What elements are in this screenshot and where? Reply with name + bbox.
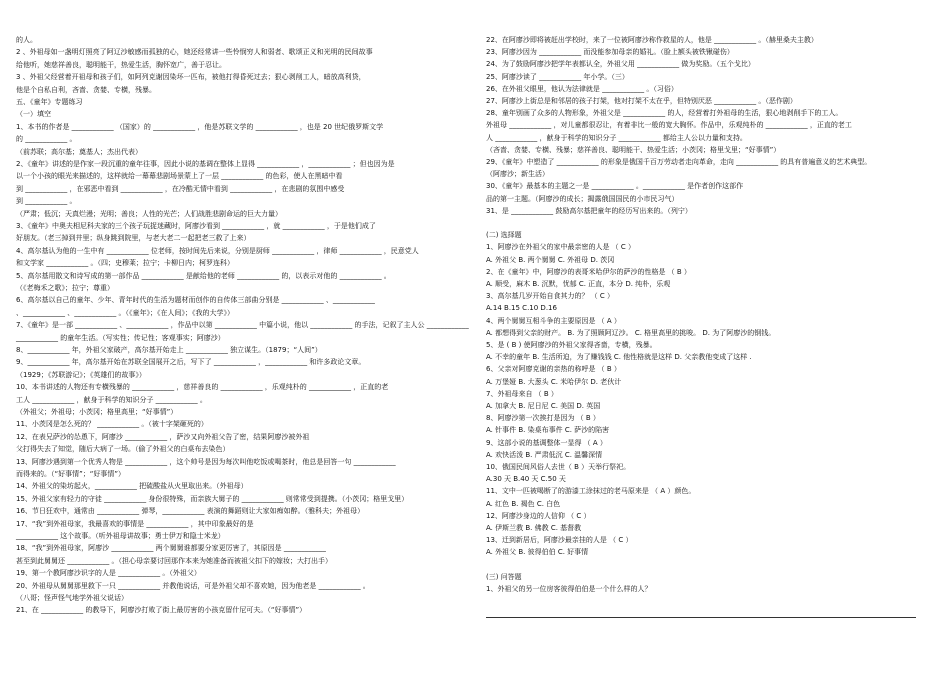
right-line: A. 不幸的童年 B. 生活所迫，为了赚钱钱 C. 他性格就是这样 D. 父亲教他变成了这样 . <box>486 353 752 362</box>
left-line: 的 ____________ 。 <box>16 135 77 144</box>
right-line: 22、在阿廖沙即将被赶出学校时，来了一位被阿廖沙称作救星的人，他是 ____________ 。（赫里桑夫主教） <box>486 36 818 44</box>
right-line: 31、是 ____________ 鼓励高尔基把童年的经历写出来的。（列宁） <box>486 206 692 215</box>
left-line: 12、在表兄萨沙的怂恿下，阿廖沙 ____________ ，萨沙又向外祖父告了密，结果阿廖沙被外祖 <box>16 432 310 441</box>
right-line: A. 伊斯兰教 B. 佛教 C. 基督教 <box>486 524 582 532</box>
left-line: 20、外祖母从舅舅那里救下一只 ____________ 并教他说话，可是外祖父却不喜欢她，因为他老是 ____________ 。 <box>16 581 370 590</box>
right-line: 27、阿廖沙上街总是和邻居的孩子打架，他对打架不太在乎，但特别厌恶 ____________ 。（恶作剧） <box>486 97 797 105</box>
right-line: 30、《童年》最基本的主题之一是 ____________ 。____________ 是作者创作这部作 <box>486 182 744 191</box>
right-line: A.30 天 B.40 天 C.50 天 <box>486 475 566 484</box>
left-line: 9、____________ 年，高尔基开始在苏联全国展开之后，写下了 ____________ ，____________ 和许多政论文章。 <box>16 358 366 367</box>
right-line: （阿廖沙；新生活） <box>486 170 549 179</box>
left-line: 5、高尔基用散文和诗写成的第一部作品 ____________ 是献给他的老师 ____________ 的，以表示对他的 ____________ 。 <box>16 271 391 280</box>
left-line: 父打得失去了知觉，随后大病了一场。（偷了外祖父的白桌布去染色） <box>16 445 230 454</box>
right-line: 10、俄国民间风俗人去世（ B ）天举行祭祀。 <box>486 463 631 471</box>
left-line: 21、在 ____________ 的教导下，阿廖沙打败了街上最厉害的小孩克留什尼可夫。（“好事情”） <box>16 606 307 615</box>
right-line: A. 顺受，麻木 B. 沉默，忧郁 C. 正直，本分 D. 纯朴，乐观 <box>486 280 671 288</box>
left-line: 16、节日狂欢中，通常由 ____________ 弹琴，____________ 表演的舞蹈则让大家如痴如醉。（雅科夫；外祖母） <box>16 507 365 516</box>
left-line: （前苏联；高尔基；奠基人；杰出代表） <box>16 147 142 156</box>
right-line: 1、阿廖沙在外祖父的家中最亲密的人是 （ C ） <box>486 243 636 252</box>
right-line: 23、阿廖沙因为 ____________ 而没能参加母亲的婚礼。（脸上额头被铁锹碰伤） <box>486 48 734 57</box>
left-line: ____________ 这个故事。（听外祖母讲故事；勇士伊万和隐士米龙） <box>16 532 225 540</box>
left-line: 以一个小孩的眼光来描述的，这样就给一幕幕悲剧场景蒙上了一层 ____________ 的色彩，使人在黑暗中看 <box>16 172 343 181</box>
left-line: 11、小茨冈是怎么死的？ ____________ 。（被十字架砸死的） <box>16 420 208 429</box>
left-line: 到 ____________ 。 <box>16 197 77 206</box>
left-line: 甚至到此舅舅还 ____________ 。（担心母亲要讨回那作本来为她准备而被祖父扣下的嫁妆；大打出手） <box>16 556 332 565</box>
right-line: 品的第一主题。（阿廖沙的成长；揭露俄国国民的小市民习气） <box>486 194 679 203</box>
left-line: 7、《童年》是一部 ____________ 、____________ ，作品中以第 ____________ 中篇小说，他以 ____________ 的手法，记叙了主人公 ____________ <box>16 321 469 330</box>
left-line: 8、____________ 年，外祖父家破产，高尔基开始走上 ____________ 独立谋生。（1879；“人间”） <box>16 346 322 354</box>
right-line: 28、童年别画了众多的人物形象，外祖父是 ____________ 的人，经营着打外祖母的生活，狠心地剥削手下的工人。 <box>486 109 843 118</box>
left-line: （八哥；怪声怪气地学外祖父说话） <box>16 594 128 602</box>
left-line: 17、“我”到外祖母家，我最喜欢的事情是 ____________ ，其中印象最好的是 <box>16 519 254 528</box>
left-line: 3 、外祖父经营着开祖母和孩子们，如阿列克谢因染坏一匹布，被他打得昏死过去；狠心剥削工人，暗放高利贷， <box>16 73 366 82</box>
right-line: 3、高尔基几岁开始自食其力的？ （ C ） <box>486 292 615 301</box>
right-line: 2、在《童年》中，阿廖沙的表哥米哈伊尔的萨沙的性格是 （ B ） <box>486 267 691 276</box>
left-line: 工人 ____________ ，献身于科学的知识分子 ____________ 。 <box>16 395 207 404</box>
right-line: 26、在外祖父眼里，他认为法律就是 ____________ 。（习俗） <box>486 84 678 93</box>
right-line: (二) 选择题 <box>486 231 522 240</box>
right-line: A. 针事件 B. 染桌布事件 C. 萨沙的陷害 <box>486 426 610 435</box>
left-line: 和文学家 ____________ 。（四；史穆莱；拉宁；卡柳日内；柯罗连科） <box>16 259 234 268</box>
right-line: 外祖母 ____________ ，对儿童都很忍让，有着非比一般的宽大胸怀。作品中，乐观纯朴的 ____________ ，正直的老工 <box>486 121 852 130</box>
right-line: 1、外祖父的另一位房客彼得伯伯是一个什么样的人？ <box>486 585 652 593</box>
left-line: 的人。 <box>16 36 37 44</box>
left-line: 18、“我”到外祖母家，阿廖沙 ____________ 两个舅舅谁都要分家更厉害了，其原因是 ____________ <box>16 544 326 553</box>
right-line: A. 都想得到父亲的财产。 B. 为了照顾阿辽沙。 C. 格里高里的挑唆。 D. 为了阿廖沙的钢钱。 <box>486 328 776 337</box>
left-line: （一）填空 <box>16 110 51 119</box>
left-line: 6、高尔基以自己的童年、少年、青年时代的生活为题材而创作的自传体三部曲分别是 ____________ 、____________ <box>16 296 375 305</box>
left-line: 给他听，她慈祥善良，聪明能干，热爱生活，胸怀宽广，善于忍让。 <box>16 60 226 69</box>
right-line: 29、《童年》中塑造了 ____________ 的形象是俄国千百万劳动者走向革命，走向 ____________ 的具有普遍意义的艺术典型。 <box>486 158 872 166</box>
left-line: 1、本书的作者是 ____________ （国家）的 ____________ ，他是苏联文学的 ____________ ，也是 20 世纪俄罗斯文学 <box>16 122 384 131</box>
right-line: A. 外祖父 B. 两个舅舅 C. 外祖母 D. 茨冈 <box>486 255 615 264</box>
left-line: 4、高尔基认为他的一生中有 ____________ 位老师，按时间先后来说，分别是厨师 ____________ ，律师 ____________ ，民意党人 <box>16 246 419 255</box>
right-line: A. 外祖父 B. 彼得伯伯 C. 好事情 <box>486 548 589 557</box>
right-line: (三) 问答题 <box>486 572 522 581</box>
left-line: 3、《童年》中奥夫相尼科夫家的三个孩子玩捉迷藏时，阿廖沙看到 ____________ ，就 ____________ ，于是他们成了 <box>16 222 376 230</box>
left-line: 、____________ 、____________ 。（《童年》；《在人间》；《我的大学》） <box>16 308 234 317</box>
right-line: A. 红色 B. 褐色 C. 白色 <box>486 499 561 508</box>
right-line: A. 加拿大 B. 尼日尼 C. 美国 D. 英国 <box>486 402 601 410</box>
left-line: （《老梅禾之歌》；拉宁；尊重） <box>16 284 114 292</box>
right-line: 25、阿廖沙读了 ____________ 年小学。（三） <box>486 72 629 81</box>
right-line: A. 欢快活泼 B. 严肃低沉 C. 温馨深情 <box>486 450 603 459</box>
left-line: （外祖父；外祖母；小茨冈；格里高里；“好事情”） <box>16 408 178 416</box>
left-line: 2 、外祖母如一盏明灯照亮了阿辽沙敏感而孤独的心，她还经常讲一些怜悯穷人和弱者、歌颂正义和光明的民间故事 <box>16 48 373 57</box>
right-line: A. 万堡娅 B. 大葱头 C. 米哈伊尔 D. 老伙计 <box>486 377 622 386</box>
answer-line <box>486 617 916 618</box>
right-line: 9、这部小说的基调整体一显得 （ A ） <box>486 438 607 447</box>
left-line: 2、《童年》讲述的是作家一段沉重的童年往事，因此小说的基调在整体上显得 ____________ ，____________ ；但也因为是 <box>16 160 395 168</box>
left-line: 好朋友。（老三掉到井里；纵身跳到院里，与老大老二一起把老三救了上来） <box>16 234 251 243</box>
right-line: 人 ____________ ，献身于科学的知识分子 ____________ 都给主人公以力量和支持。 <box>486 133 747 142</box>
left-line: 他是个自私自利，吝啬、贪婪、专横，残暴。 <box>16 85 156 94</box>
left-line: 15、外祖父家有轻力的守徒 ____________ 身份很特殊，而亲族大舅子的 ____________ 则常常受到提携。（小茨冈；格里戈里） <box>16 494 409 503</box>
right-line: 4、两个舅舅互相斗争的主要原因是 （ A ） <box>486 316 621 325</box>
left-line: 13、阿廖沙遇到第一个优秀人物是 ____________ ，这个帅号是因为每次叫他吃饭或喝茶时，他总是回答一句 ____________ <box>16 457 396 466</box>
left-line: 14、外祖父的染坊起火，____________ 把硫酸盐从火里取出来。（外祖母） <box>16 482 248 491</box>
right-line: 13、迁到新居后，阿廖沙最亲挂的人是 （ C ） <box>486 536 633 545</box>
right-line: 5、是 ( B ) 使阿廖沙的外祖父家得吝啬，专横，残暴。 <box>486 341 657 349</box>
right-line: 8、阿廖沙第一次挨打是因为 （ B ） <box>486 414 600 423</box>
right-line: A.14 B.15 C.10 D.16 <box>486 304 557 313</box>
left-line: 五、《童年》专题练习 <box>16 98 83 106</box>
left-line: 到 ____________ ，在邪恶中看到 ____________ ，在冷酷无情中看到 ____________ ，在悲剧的氛围中感受 <box>16 184 345 193</box>
left-line: 而得来的。（“好事情”；“好事情”） <box>16 470 126 478</box>
right-line: 6、父亲对阿廖克谢的亲热的称呼是 （ B ） <box>486 365 621 374</box>
right-line: （吝啬、贪婪、专横、残暴；慈祥善良、聪明能干、热爱生活；小茨冈；格里戈里；“好事情”） <box>486 145 781 154</box>
right-line: 24、为了鼓励阿廖沙把学年表都认全，外祖父用 ____________ 做为奖励。（五个戈比） <box>486 60 755 69</box>
left-line: （严肃；低沉；天真烂漫；光明；善良；人性的光芒；人们战胜悲剧命运的巨大力量） <box>16 209 282 218</box>
left-line: 10、本书讲述的人物还有专横残暴的 ____________ ，慈祥善良的 ____________ ，乐观纯朴的 ____________ ，正直的老 <box>16 383 389 392</box>
right-line: 12、阿廖沙身边的人信仰 （ C ） <box>486 511 591 520</box>
right-line: 11、文中一匹被喝断了的游漆工涂抹过的老马原来是 （ A ）颜色。 <box>486 487 696 496</box>
left-line: ____________ 的童年生活。（写实性；传记性；客观事实；阿廖沙） <box>16 333 225 342</box>
left-line: （1929；《苏联游记》；《英雄们的故事》） <box>16 370 146 379</box>
left-line: 19、第一个教阿廖沙识字的人是 ____________ 。（外祖父） <box>16 569 201 578</box>
right-line: 7、外祖母来自 （ B ） <box>486 389 558 398</box>
